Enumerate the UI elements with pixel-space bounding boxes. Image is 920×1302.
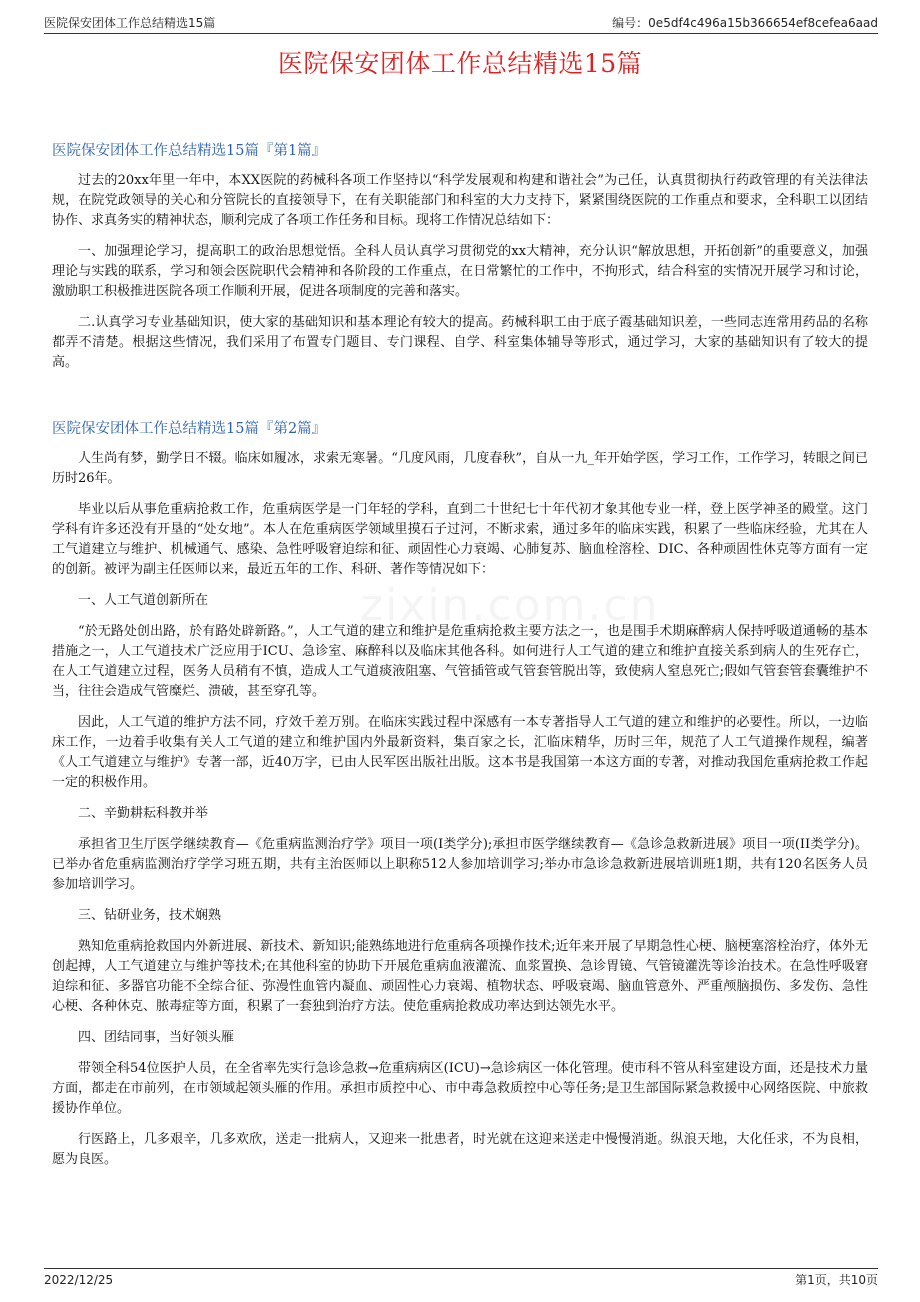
page-footer [44, 1268, 878, 1289]
header-doc-title: 医院保安团体工作总结精选15篇 [44, 16, 216, 30]
document-title: 医院保安团体工作总结精选15篇 [277, 49, 643, 78]
section-heading: 医院保安团体工作总结精选15篇『第1篇』 [52, 143, 327, 159]
header-doc-id: 编号：0e5df4c496a15b366654ef8cefea6aad [612, 16, 878, 30]
document-body [52, 140, 868, 1181]
subheading: 一、人工气道创新所在 [78, 593, 209, 608]
paragraph: 一、加强理论学习，提高职工的政治思想觉悟。全科人员认真学习贯彻党的xx大精神，充分认识“解放思想，开拓创新”的重要意义，加强理论与实践的联系，学习和领会医院职代会精神和各阶段的工作重点，在日常繁忙的工作中，不拘形式，结合科室的实情况开展学习和讨论，激励职工积极推进医院各项工作顺利开展，促进各项制度的完善和落实。 [52, 244, 868, 299]
subheading: 三、钻研业务，技术娴熟 [78, 908, 222, 923]
paragraph: 熟知危重病抢救国内外新进展、新技术、新知识;能熟练地进行危重病各项操作技术;近年来开展了早期急性心梗、脑梗塞溶栓治疗，体外无创起搏，人工气道建立与维护等技术;在其他科室的协助下开展危重病血液灌流、血浆置换、急诊胃镜、气管镜灌洗等诊治技术。在急性呼吸窘迫综和征、多器官功能不全综合征、弥漫性血管内凝血、顽固性心力衰竭、植物状态、呼吸衰竭、脑血管意外、严重颅脑损伤、多发伤、急性心梗、各种休克、脓毒症等方面，积累了一套独到治疗方法。使危重病抢救成功率达到达领先水平。 [52, 939, 868, 1014]
paragraph: 行医路上，几多艰辛，几多欢欣，送走一批病人，又迎来一批患者，时光就在这迎来送走中慢慢消逝。纵浪天地，大化任求，不为良相，愿为良医。 [52, 1132, 868, 1167]
section-2 [52, 418, 868, 1170]
paragraph: 毕业以后从事危重病抢救工作，危重病医学是一门年轻的学科，直到二十世纪七十年代初才象其他专业一样，登上医学神圣的殿堂。这门学科有许多还没有开垦的“处女地”。本人在危重病医学领域里摸石子过河，不断求索，通过多年的临床实践，积累了一些临床经验，尤其在人工气道建立与维护、机械通气、感染、急性呼吸窘迫综和征、顽固性心力衰竭、心肺复苏、脑血栓溶栓、DIC、各种顽固性休克等方面有一定的创新。被评为副主任医师以来，最近五年的工作、科研、著作等情况如下： [52, 502, 868, 577]
paragraph: 二.认真学习专业基础知识，使大家的基础知识和基本理论有较大的提高。药械科职工由于底子霞基础知识差，一些同志连常用药品的名称都弄不清楚。根据这些情况，我们采用了布置专门题目、专门课程、自学、科室集体辅导等形式，通过学习，大家的基础知识有了较大的提高。 [52, 315, 868, 370]
paragraph: 人生尚有梦，勤学日不辍。临床如履冰，求索无寒暑。“几度风雨，几度春秋”，自从一九_年开始学医，学习工作，工作学习，转眼之间已历时26年。 [52, 451, 868, 486]
page-header [44, 13, 878, 34]
subheading: 四、团结同事，当好领头雁 [78, 1030, 235, 1045]
footer-date: 2022/12/25 [44, 1273, 114, 1287]
subheading: 二、辛勤耕耘科教并举 [78, 806, 209, 821]
paragraph: 带领全科54位医护人员，在全省率先实行急诊急救→危重病病区(ICU)→急诊病区一体化管理。使市科不管从科室建设方面，还是技术力量方面，都走在市前列，在市领域起领头雁的作用。承担市质控中心、市中毒急救质控中心等任务;是卫生部国际紧急救援中心网络医院、中旅救援协作单位。 [52, 1061, 868, 1116]
paragraph: “於无路处创出路，於有路处辟新路。”，人工气道的建立和维护是危重病抢救主要方法之一，也是围手术期麻醉病人保持呼吸道通畅的基本措施之一，人工气道技术广泛应用于ICU、急诊室、麻醉科以及临床其他各科。如何进行人工气道的建立和维护直接关系到病人的生死存亡，在人工气道建立过程，医务人员稍有不慎，造成人工气道痰液阻塞、气管插管或气管套管脱出等，致使病人窒息死亡;假如气管套管套囊维护不当，往往会造成气管糜烂、溃破，甚至穿孔等。 [52, 624, 868, 699]
paragraph: 因此，人工气道的维护方法不同，疗效千差万别。在临床实践过程中深感有一本专著指导人工气道的建立和维护的必要性。所以，一边临床工作，一边着手收集有关人工气道的建立和维护国内外最新资料，集百家之长，汇临床精华，历时三年，规范了人工气道操作规程，编著《人工气道建立与维护》专著一部，近40万字，已由人民军医出版社出版。这本书是我国第一本这方面的专著，对推动我国危重病抢救工作起一定的积极作用。 [52, 715, 868, 790]
footer-page-number: 第1页，共10页 [795, 1273, 878, 1287]
section-1 [52, 140, 868, 373]
paragraph: 过去的20xx年里一年中，本XX医院的药械科各项工作坚持以“科学发展观和构建和谐社会”为己任，认真贯彻执行药政管理的有关法律法规，在院党政领导的关心和分管院长的直接领导下，在有关职能部门和科室的大力支持下，紧紧围绕医院的工作重点和要求，全科职工以团结协作、求真务实的精神状态，顺利完成了各项工作任务和目标。现将工作情况总结如下： [52, 173, 868, 228]
section-heading: 医院保安团体工作总结精选15篇『第2篇』 [52, 421, 327, 437]
section-spacer [52, 384, 868, 418]
paragraph: 承担省卫生厅医学继续教育—《危重病监测治疗学》项目一项(I类学分);承担市医学继续教育—《急诊急救新进展》项目一项(II类学分)。已举办省危重病监测治疗学学习班五期，共有主治医师以上职称512人参加培训学习;举办市急诊急救新进展培训班1期，共有120名医务人员参加培训学习。 [52, 837, 868, 892]
